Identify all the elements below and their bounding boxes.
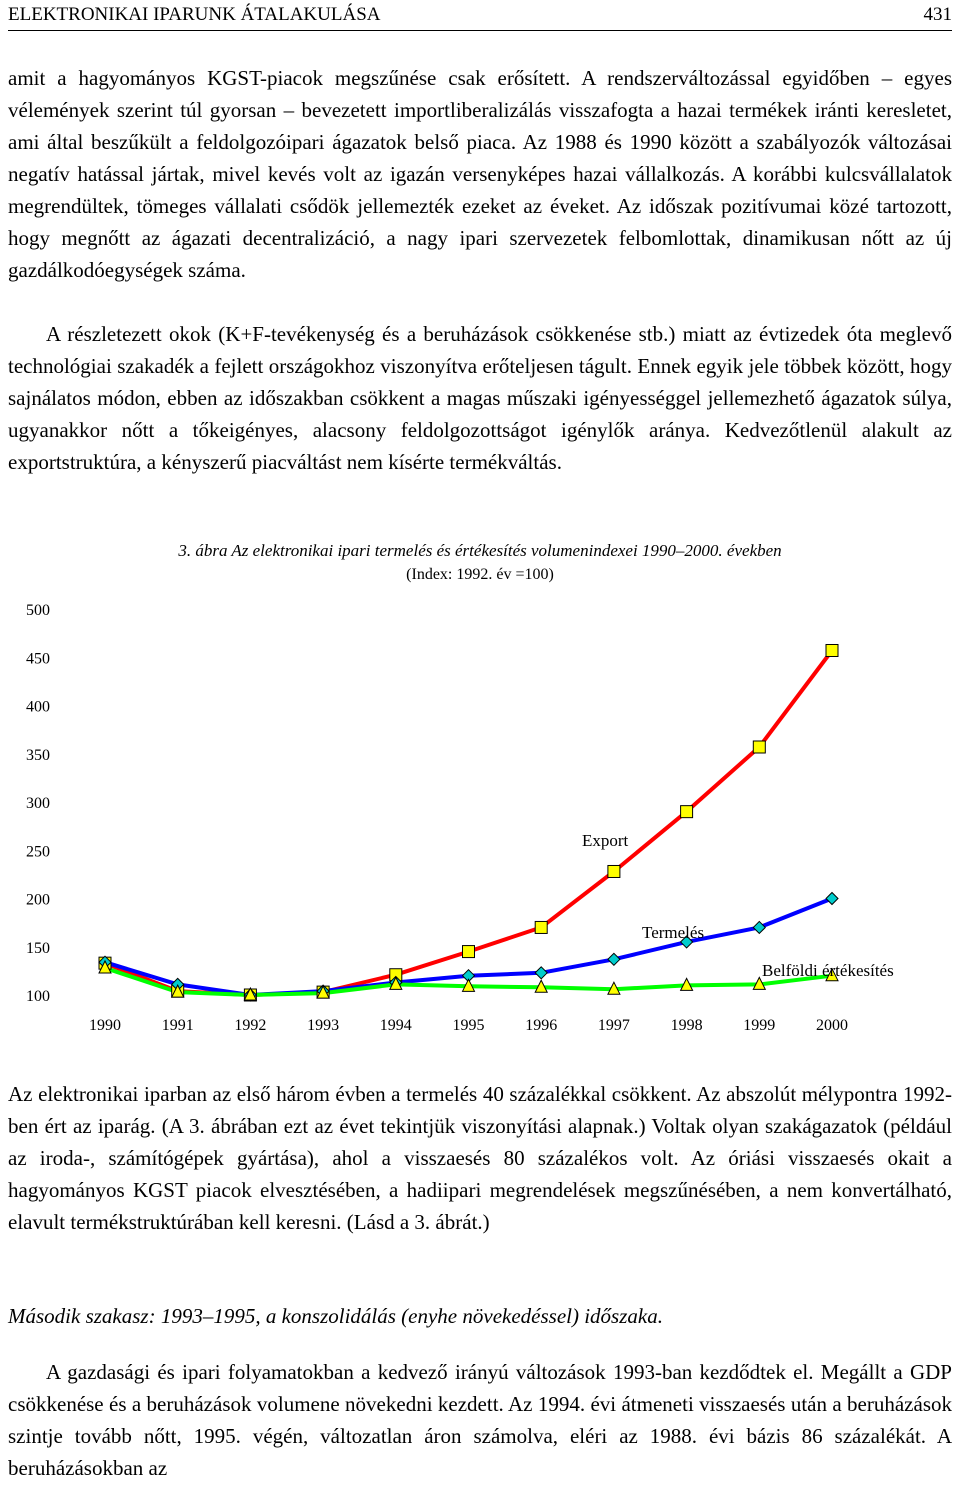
y-tick-label: 300: [26, 795, 50, 812]
paragraph-2: A részletezett okok (K+F-tevékenység és a beruházások csökkenése stb.) miatt az évtizedek óta meglevő technológiai szakadék a fejlett országokhoz viszonyítva erőteljesen tágult. Ennek egyik jele többek között, hogy sajnálatos módon, ebben az időszakban csökkent a magas műszaki igényességgel jellemezhető ágazatok súlya, ugyanakkor nőtt a tőkeigényes, alacsony feldolgozottságot igénylők aránya. Kedvezőtlenül alakult az exportstruktúra, a kényszerű piacváltást nem kísérte termékváltás.: [8, 322, 952, 474]
page-header: [8, 2, 952, 31]
x-tick-label: 1994: [379, 1017, 412, 1034]
paragraph-3: Az elektronikai iparban az első három évben a termelés 40 százalékkal csökkent. Az abszolút mélypontra 1992-ben ért az iparág. (A 3. ábrában ezt az évet tekintjük viszonyítási alapnak.) Voltak olyan szakágazatok (például az iroda-, számítógépek gyártása), ahol a visszaesés 80 százalékos volt. Az óriási visszaesés okait a hagyományos KGST piacok elvesztésében, a hadiipari megrendelések megszűnésében, a nem konvertálható, elavult termékstruktúrában kell keresni. (Lásd a 3. ábrát.): [8, 1082, 952, 1234]
y-tick-label: 250: [26, 843, 50, 861]
page-number: 431: [923, 4, 952, 25]
x-tick-label: 1997: [597, 1017, 630, 1034]
x-tick-label: 1996: [525, 1017, 558, 1034]
y-tick-label: 200: [26, 891, 50, 909]
series-label: Termelés: [642, 923, 705, 942]
chart-title: 3. ábra Az elektronikai ipari termelés és értékesítés volumenindexei 1990–2000. években: [178, 541, 782, 560]
x-tick-label: 1998: [670, 1017, 703, 1034]
x-tick-label: 1990: [89, 1017, 121, 1034]
x-tick-label: 1993: [307, 1017, 340, 1034]
section-heading: Második szakasz: 1993–1995, a konszolidálás (enyhe növekedéssel) időszaka.: [8, 1304, 663, 1328]
data-point: [535, 921, 547, 933]
y-tick-label: 500: [26, 602, 50, 619]
x-tick-label: 1991: [161, 1017, 194, 1034]
y-tick-label: 450: [26, 650, 50, 668]
data-point: [681, 806, 693, 818]
x-tick-label: 1995: [452, 1017, 485, 1034]
data-point: [608, 953, 620, 965]
figure-3-chart: [0, 530, 960, 1050]
data-point: [826, 893, 838, 905]
data-point: [826, 644, 838, 656]
series-label: Export: [582, 831, 629, 850]
x-tick-label: 1992: [234, 1017, 267, 1034]
x-tick-label: 2000: [816, 1017, 848, 1034]
series-line-export: [105, 651, 832, 996]
x-tick-label: 1999: [743, 1017, 776, 1034]
paragraph-1: amit a hagyományos KGST-piacok megszűnése csak erősített. A rendszerváltozással egyidőben – egyes vélemények szerint túl gyorsan – bevezetett importliberalizálás visszafogta a hazai termékek iránti keresletet, ami által beszűkült a feldolgozóipari ágazatok belső piaca. Az 1988 és 1990 között a szabályozók változásai negatív hatással jártak, mivel kevés volt az igazán versenyképes hazai vállalkozás. A korábbi kulcsvállalatok megrendültek, tömeges vállalati csődök jellemezték ezeket az éveket. Az időszak pozitívumai közé tartozott, hogy megnőtt az ágazati decentralizáció, a nagy ipari szervezetek felbomlottak, dinamikusan nőtt az új gazdálkodóegységek száma.: [8, 66, 952, 282]
chart-subtitle: (Index: 1992. év =100): [406, 566, 554, 583]
data-point: [535, 967, 547, 979]
series-label: Belföldi értékesítés: [762, 961, 894, 980]
y-tick-label: 100: [26, 988, 50, 1005]
y-tick-label: 400: [26, 698, 50, 716]
paragraph-4: A gazdasági és ipari folyamatokban a kedvező irányú változások 1993-ban kezdődtek el. Megállt a GDP csökkenése és a beruházások volumene növekedni kezdett. Az 1994. évi átmeneti visszaesés után a beruházások szintje tovább nőtt, 1995. végén, változatlan áron számolva, eléri az 1988. évi bázis 86 százalékát. A beruházásokban az: [8, 1360, 952, 1480]
y-tick-label: 150: [26, 939, 50, 957]
y-tick-label: 350: [26, 746, 50, 764]
running-title: ELEKTRONIKAI IPARUNK ÁTALAKULÁSA: [8, 4, 381, 25]
data-point: [608, 865, 620, 877]
data-point: [463, 946, 475, 958]
data-point: [753, 921, 765, 933]
data-point: [753, 741, 765, 753]
